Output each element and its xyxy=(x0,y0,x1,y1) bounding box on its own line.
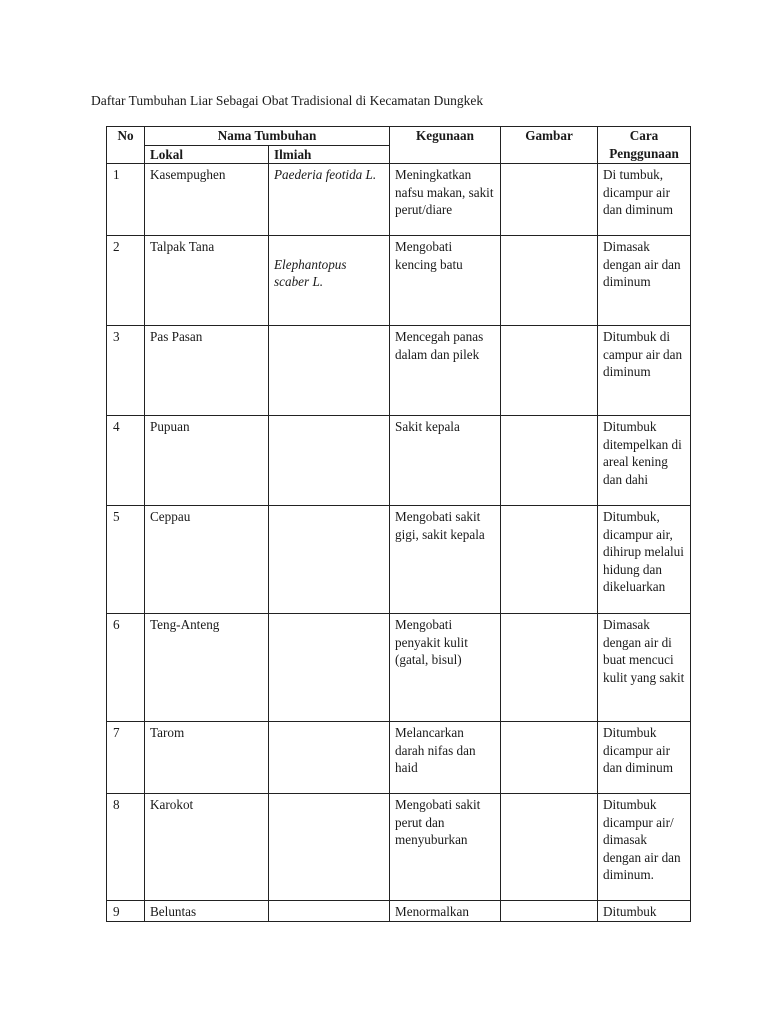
table-row xyxy=(107,506,691,614)
row-number: 8 xyxy=(107,794,145,901)
local-name: Kasempughen xyxy=(145,164,269,236)
row-number: 2 xyxy=(107,236,145,326)
scientific-name xyxy=(269,614,390,722)
local-name: Karokot xyxy=(145,794,269,901)
table-row xyxy=(107,236,691,326)
image-cell xyxy=(501,416,598,506)
image-cell xyxy=(501,236,598,326)
image-cell xyxy=(501,614,598,722)
local-name: Talpak Tana xyxy=(145,236,269,326)
usage: Meningkatkan nafsu makan, sakit perut/diare xyxy=(390,164,501,236)
scientific-name: Elephantopus scaber L. xyxy=(274,256,347,289)
row-number: 7 xyxy=(107,722,145,794)
scientific-name xyxy=(269,901,390,922)
local-name: Teng-Anteng xyxy=(145,614,269,722)
usage: Mencegah panas dalam dan pilek xyxy=(390,326,501,416)
usage: Mengobati kencing batu xyxy=(390,236,501,326)
usage-method: Dimasak dengan air di buat mencuci kulit yang sakit xyxy=(598,614,691,722)
image-cell xyxy=(501,901,598,922)
header-lokal: Lokal xyxy=(145,145,269,164)
row-number: 4 xyxy=(107,416,145,506)
image-cell xyxy=(501,326,598,416)
row-number: 9 xyxy=(107,901,145,922)
local-name: Beluntas xyxy=(145,901,269,922)
document-title: Daftar Tumbuhan Liar Sebagai Obat Tradisional di Kecamatan Dungkek xyxy=(91,93,484,108)
local-name: Pas Pasan xyxy=(145,326,269,416)
local-name: Pupuan xyxy=(145,416,269,506)
image-cell xyxy=(501,794,598,901)
row-number: 3 xyxy=(107,326,145,416)
scientific-name xyxy=(269,326,390,416)
usage: Menormalkan xyxy=(390,901,501,922)
row-number: 1 xyxy=(107,164,145,236)
scientific-name xyxy=(269,416,390,506)
usage: Melancarkan darah nifas dan haid xyxy=(390,722,501,794)
table-row xyxy=(107,794,691,901)
table-row xyxy=(107,614,691,722)
header-cara-penggunaan: Cara Penggunaan xyxy=(598,127,691,164)
usage: Mengobati sakit perut dan menyuburkan xyxy=(390,794,501,901)
header-kegunaan: Kegunaan xyxy=(390,127,501,164)
image-cell xyxy=(501,164,598,236)
scientific-name xyxy=(269,506,390,614)
usage-method: Ditumbuk ditempelkan di areal kening dan dahi xyxy=(598,416,691,506)
usage-method: Dimasak dengan air dan diminum xyxy=(598,236,691,326)
usage: Mengobati penyakit kulit (gatal, bisul) xyxy=(390,614,501,722)
local-name: Tarom xyxy=(145,722,269,794)
header-ilmiah: Ilmiah xyxy=(269,145,390,164)
usage-method: Ditumbuk, dicampur air, dihirup melalui hidung dan dikeluarkan xyxy=(598,506,691,614)
table-row xyxy=(107,901,691,922)
usage-method: Ditumbuk dicampur air/ dimasak dengan air dan diminum. xyxy=(598,794,691,901)
medicinal-plants-table xyxy=(106,126,691,922)
table-row xyxy=(107,416,691,506)
usage-method: Ditumbuk dicampur air dan diminum xyxy=(598,722,691,794)
header-no: No xyxy=(107,127,145,164)
table-row xyxy=(107,326,691,416)
scientific-name-cell xyxy=(269,236,390,326)
usage-method: Ditumbuk xyxy=(598,901,691,922)
usage: Sakit kepala xyxy=(390,416,501,506)
table-row xyxy=(107,164,691,236)
image-cell xyxy=(501,506,598,614)
scientific-name: Paederia feotida L. xyxy=(269,164,390,236)
table-row xyxy=(107,722,691,794)
scientific-name xyxy=(269,722,390,794)
usage-method: Ditumbuk di campur air dan diminum xyxy=(598,326,691,416)
header-nama-tumbuhan: Nama Tumbuhan xyxy=(145,127,390,146)
row-number: 5 xyxy=(107,506,145,614)
usage: Mengobati sakit gigi, sakit kepala xyxy=(390,506,501,614)
image-cell xyxy=(501,722,598,794)
row-number: 6 xyxy=(107,614,145,722)
usage-method: Di tumbuk, dicampur air dan diminum xyxy=(598,164,691,236)
scientific-name xyxy=(269,794,390,901)
header-gambar: Gambar xyxy=(501,127,598,164)
local-name: Ceppau xyxy=(145,506,269,614)
